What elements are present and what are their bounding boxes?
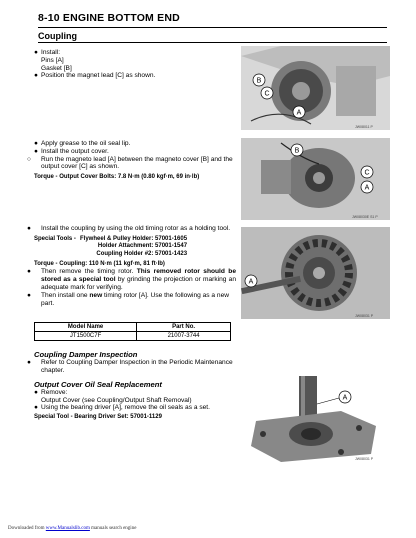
figure-code: JW08031 P bbox=[355, 314, 374, 318]
svg-text:B: B bbox=[256, 77, 262, 85]
special-tools: Special Tools - Flywheel & Pulley Holder: 57001-1605 Holder Attachment: 57001-1547 Coupling Holder #2: 57001-1423 bbox=[34, 235, 188, 257]
list-item: Gasket [B] bbox=[41, 64, 72, 72]
figure-magnet-lead bbox=[241, 46, 390, 130]
list-item: Pins [A] bbox=[41, 56, 64, 64]
svg-text:A: A bbox=[248, 278, 254, 286]
section-title-coupling: Coupling bbox=[38, 31, 77, 41]
footer: Downloaded from www.Manualslib.com manuals search engine bbox=[8, 526, 137, 531]
figure-output-cover bbox=[241, 138, 390, 220]
table-row: JT1500C7F 21007-3744 bbox=[35, 332, 231, 341]
svg-text:C: C bbox=[364, 169, 370, 177]
timing-rotor-part-table bbox=[34, 322, 231, 341]
list-item: Output Cover (see Coupling/Output Shaft Removal) bbox=[41, 396, 192, 404]
table-header: Model Name bbox=[35, 323, 137, 332]
figure-bearing-driver bbox=[241, 376, 390, 464]
oil-seal-replacement-block: Output Cover Oil Seal Replacement ● Remove: Output Cover (see Coupling/Output Shaft Removal) ● Using the bearing driver [A], remove the oil seals as a set. Special Tool - Bearing Driver Set: 57001-1129 bbox=[34, 381, 236, 422]
special-tool-bearing-driver: Special Tool - Bearing Driver Set: 57001-1129 bbox=[34, 414, 162, 421]
figure-code: JW08030E S1 P bbox=[352, 215, 378, 219]
install-block-1: ● Install: Pins [A] Gasket [B] ● Position the magnet lead [C] as shown. bbox=[34, 49, 234, 80]
header-rule bbox=[38, 27, 387, 28]
section-title-damper: Coupling Damper Inspection bbox=[34, 350, 138, 359]
torque-coupling: Torque - Coupling: 110 N·m (11 kgf·m, 81 ft·lb) bbox=[34, 261, 165, 268]
install-block-2: ● Apply grease to the oil seal lip. ● Install the output cover. ○ Run the magneto lead [A] between the magneto cover [B] and the output cover [C] as shown. Torque - Output Cover Bolts: 7.8 N·m (0.80 kgf·m, 69 in·lb) bbox=[34, 140, 236, 182]
section-rule bbox=[38, 42, 387, 43]
torque-output-cover: Torque - Output Cover Bolts: 7.8 N·m (0.80 kgf·m, 69 in·lb) bbox=[34, 174, 200, 181]
figure-timing-rotor bbox=[241, 227, 390, 319]
coupling-install-block: ● Install the coupling by using the old timing rotor as a holding tool. Special Tools - Flywheel & Pulley Holder: 57001-1605 Holder Attachment: 57001-1547 Coupling Holder #2: 57001-1423 Torque - Coupling: 110 N·m (11 kgf·m, 81 ft·lb) ● Then remove the timing rotor. This removed rotor should be stored as a special tool by grinding the projection or marking an adequate mark for verifying. ● Then install one new timing rotor [A]. Use the following as a new part. bbox=[27, 225, 236, 307]
damper-inspection-block: Coupling Damper Inspection ● Refer to Coupling Damper Inspection in the Periodic Maintenance chapter. bbox=[34, 351, 236, 374]
svg-text:A: A bbox=[364, 184, 370, 192]
svg-text:B: B bbox=[294, 147, 300, 155]
svg-text:C: C bbox=[264, 90, 270, 98]
page-header: 8-10 ENGINE BOTTOM END bbox=[38, 12, 180, 24]
svg-text:A: A bbox=[342, 394, 348, 402]
figure-code: JW08011 P bbox=[355, 125, 373, 129]
table-header: Part No. bbox=[137, 323, 231, 332]
svg-text:A: A bbox=[296, 109, 302, 117]
section-title-oil-seal: Output Cover Oil Seal Replacement bbox=[34, 380, 162, 389]
figure-code: JW08031 P bbox=[355, 457, 374, 461]
manualslib-link[interactable]: www.Manualslib.com bbox=[45, 526, 90, 531]
